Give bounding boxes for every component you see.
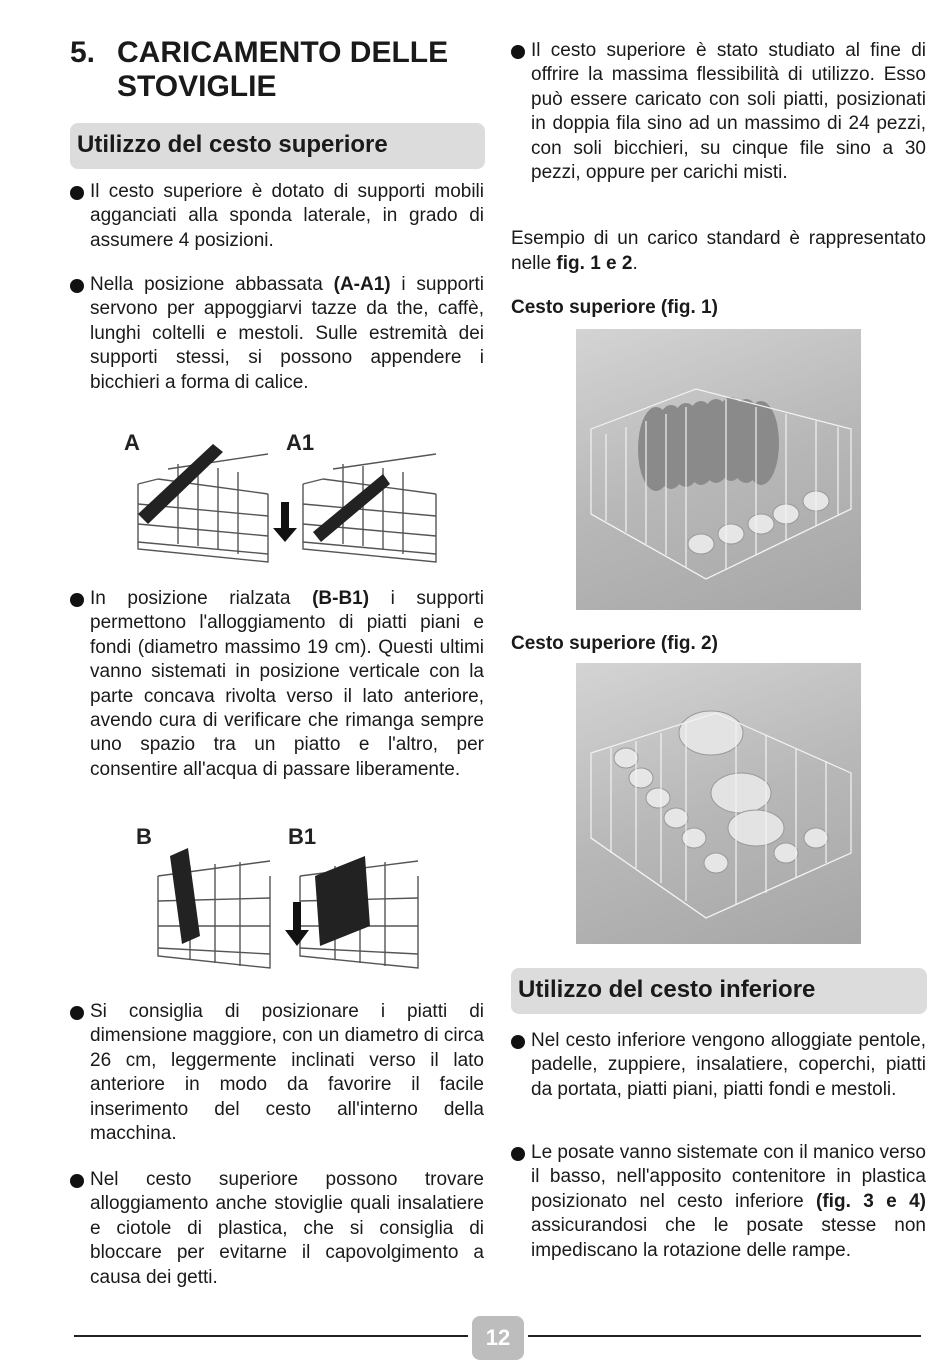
arrow-down-icon bbox=[285, 902, 309, 946]
example-paragraph: Esempio di un carico standard è rappresentato nelle fig. 1 e 2. bbox=[511, 228, 926, 274]
bullet-lowered-position: Nella posizione abbassata (A-A1) i supporti servono per appoggiarvi tazze da the, caffè, lunghi coltelli e mestoli. Sulle estremità dei supporti stessi, si possono appendere i bicchieri a forma di calice. bbox=[70, 273, 484, 395]
support-b-icon bbox=[170, 848, 200, 944]
bullet-lower-basket-items: Nel cesto inferiore vengono alloggiate pentole, padelle, zuppiere, insalatiere, coperchi, piatti da portata, piatti piani, piatti fondi e mestoli. bbox=[511, 1029, 926, 1102]
arrow-down-icon bbox=[273, 502, 297, 542]
bullet-dot-icon bbox=[70, 1006, 84, 1020]
bullet-raised-position: In posizione rialzata (B-B1) i supporti permettono l'alloggiamento di piatti piani e fondi (diametro massimo 19 cm). Questi ultimi vanno sistemati in posizione verticale con la parte concava rivolta verso il lato anteriore, avendo cura di verificare che rimanga sempre uno spazio tra un piatto e l'altro, per consentire all'acqua di passare liberamente. bbox=[70, 587, 484, 782]
section-title-text: CARICAMENTO DELLE STOVIGLIE bbox=[117, 36, 449, 103]
fig2-caption: Cesto superiore (fig. 2) bbox=[511, 633, 718, 654]
diagram-raised-supports bbox=[130, 816, 430, 984]
bullet-plastic-bowls: Nel cesto superiore possono trovare alloggiamento anche stoviglie quali insalatiere e ciotole di plastica, che si consiglia di bloccare per evitarne il capovolgimento a causa dei getti. bbox=[70, 1168, 484, 1290]
section-title bbox=[70, 36, 490, 104]
upper-basket-heading: Utilizzo del cesto superiore bbox=[70, 123, 485, 169]
section-number: 5. bbox=[70, 36, 96, 69]
bullet-dot-icon bbox=[511, 1147, 525, 1161]
bullet-cutlery: Le posate vanno sistemate con il manico verso il basso, nell'apposito contenitore in plastica posizionato nel cesto inferiore (fig. 3 e 4) assicurandosi che le posate stesse non impediscano la rotazione delle rampe. bbox=[511, 1141, 926, 1263]
bullet-flexibility: Il cesto superiore è stato studiato al fine di offrire la massima flessibilità di utilizzo. Esso può essere caricato con soli piatti, posizionati in doppia fila sino ad un massimo di 24 pezzi, con soli bicchieri, su cinque file sino a 30 pezzi, oppure per carichi misti. bbox=[511, 39, 926, 185]
lower-basket-heading: Utilizzo del cesto inferiore bbox=[511, 968, 927, 1014]
upper-basket-photo-fig2 bbox=[576, 663, 861, 944]
support-a-icon bbox=[138, 444, 223, 524]
fig1-caption: Cesto superiore (fig. 1) bbox=[511, 297, 718, 318]
bullet-dot-icon bbox=[511, 1035, 525, 1049]
bullet-dot-icon bbox=[70, 593, 84, 607]
footer-rule-left bbox=[74, 1335, 468, 1337]
diagram-lowered-supports bbox=[118, 424, 448, 574]
bullet-supports: Il cesto superiore è dotato di supporti mobili agganciati alla sponda laterale, in grado di assumere 4 posizioni. bbox=[70, 180, 484, 253]
bowls-icon bbox=[679, 711, 784, 846]
bullet-dot-icon bbox=[511, 45, 525, 59]
plates-icon bbox=[638, 397, 779, 491]
support-a1-icon bbox=[313, 474, 390, 542]
upper-basket-photo-fig1 bbox=[576, 329, 861, 610]
page-number: 12 bbox=[472, 1316, 524, 1360]
rack-a1-icon bbox=[303, 454, 436, 562]
bullet-dot-icon bbox=[70, 1174, 84, 1188]
cups-icon bbox=[688, 491, 829, 554]
support-b1-icon bbox=[315, 856, 370, 946]
label-b1: B1 bbox=[288, 824, 317, 849]
bullet-dot-icon bbox=[70, 186, 84, 200]
bullet-dot-icon bbox=[70, 279, 84, 293]
footer-rule-right bbox=[528, 1335, 921, 1337]
label-b: B bbox=[136, 824, 152, 849]
label-a: A bbox=[124, 430, 140, 455]
bullet-large-plates: Si consiglia di posizionare i piatti di dimensione maggiore, con un diametro di circa 26 cm, leggermente inclinati verso il lato anteriore in modo da favorire il facile inserimento del cesto all'interno della macchina. bbox=[70, 1000, 484, 1146]
label-a1: A1 bbox=[286, 430, 315, 455]
